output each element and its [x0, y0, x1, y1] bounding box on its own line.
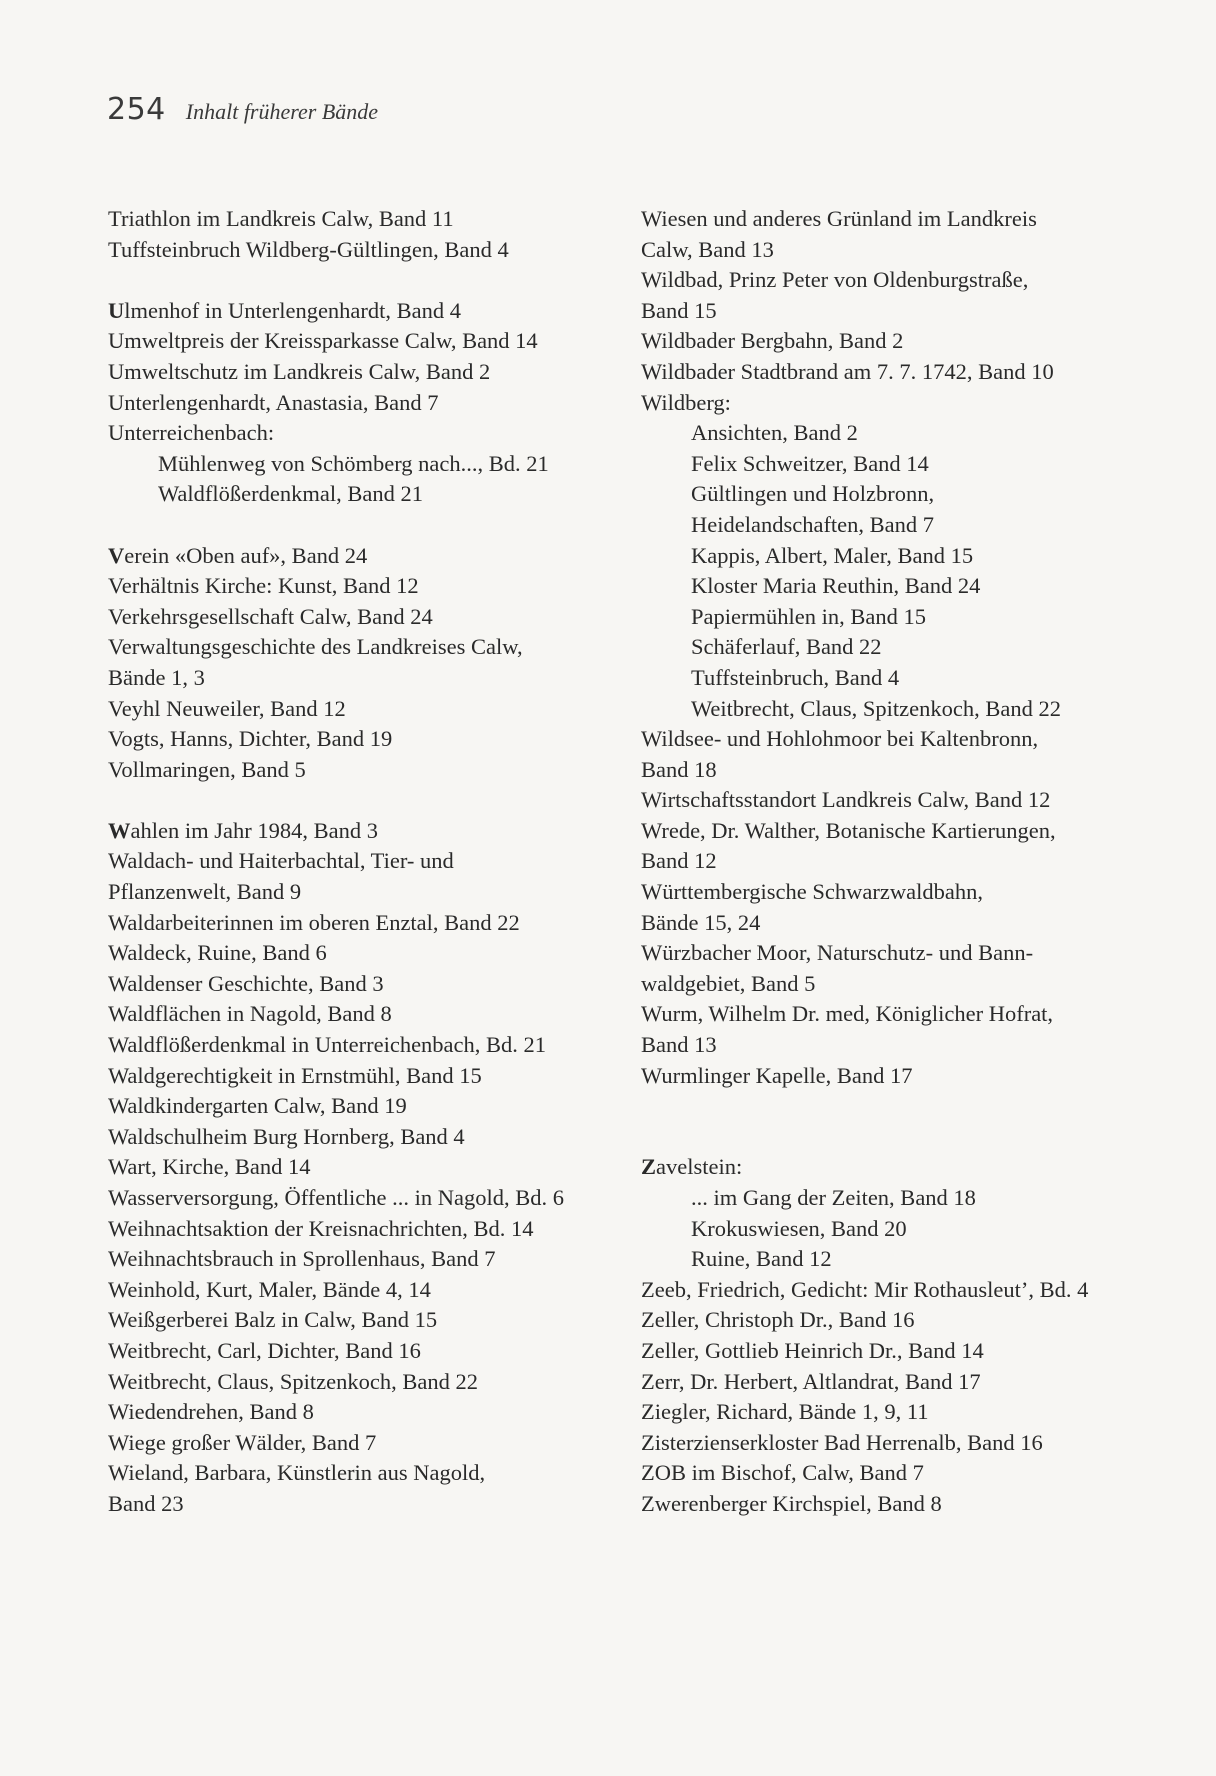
index-entry-text: Waldschulheim Burg Hornberg, Band 4	[108, 1123, 465, 1149]
index-entry-text: Weitbrecht, Carl, Dichter, Band 16	[108, 1337, 421, 1363]
index-entry	[641, 1397, 1161, 1428]
index-entry	[641, 479, 1161, 510]
index-entry-text: Wirtschaftsstandort Landkreis Calw, Band 12	[641, 787, 1051, 813]
blank-line	[108, 510, 628, 541]
index-entry	[108, 204, 628, 235]
blank-line	[108, 785, 628, 816]
index-entry	[641, 724, 1161, 755]
index-entry	[108, 724, 628, 755]
index-entry	[108, 1122, 628, 1153]
index-entry	[641, 938, 1161, 969]
index-entry-text: Calw, Band 13	[641, 236, 774, 262]
index-entry-text: Waldenser Geschichte, Band 3	[108, 970, 384, 996]
index-entry	[641, 1367, 1161, 1398]
index-entry-text: Kappis, Albert, Maler, Band 15	[691, 542, 974, 568]
index-entry	[108, 694, 628, 725]
index-entry-text: Wieland, Barbara, Künstlerin aus Nagold,	[108, 1460, 486, 1486]
blank-line	[641, 1122, 1161, 1153]
index-entry	[641, 296, 1161, 327]
index-entry-text: Würzbacher Moor, Naturschutz- und Bann-	[641, 940, 1034, 966]
section-initial: U	[108, 297, 125, 323]
index-entry-text: Pflanzenwelt, Band 9	[108, 879, 302, 905]
index-entry-text: ahlen im Jahr 1984, Band 3	[130, 817, 378, 843]
index-entry-text: Zeller, Christoph Dr., Band 16	[641, 1307, 915, 1333]
index-entry-text: Band 13	[641, 1032, 717, 1058]
index-entry	[641, 846, 1161, 877]
index-entry-text: Waldflößerdenkmal, Band 21	[158, 481, 423, 507]
index-entry-text: avelstein:	[656, 1154, 743, 1180]
index-entry-text: Umweltpreis der Kreissparkasse Calw, Band 14	[108, 328, 538, 354]
index-entry-text: Triathlon im Landkreis Calw, Band 11	[108, 206, 454, 231]
index-entry-text: Wasserversorgung, Öffentliche ... in Nagold, Bd. 6	[108, 1185, 565, 1210]
index-entry	[641, 1428, 1161, 1459]
index-entry-text: Band 12	[641, 848, 717, 874]
index-entry	[108, 663, 628, 694]
index-entry	[108, 357, 628, 388]
page-number: 254	[107, 92, 166, 127]
index-entry	[641, 1152, 1161, 1183]
index-entry	[108, 1244, 628, 1275]
index-entry	[641, 418, 1161, 449]
index-entry	[641, 1275, 1161, 1306]
index-entry-text: Wrede, Dr. Walther, Botanische Kartierungen,	[641, 817, 1056, 843]
index-entry	[108, 1305, 628, 1336]
index-entry-text: Wurmlinger Kapelle, Band 17	[641, 1062, 913, 1088]
index-entry-text: Weißgerberei Balz in Calw, Band 15	[108, 1307, 438, 1333]
index-entry	[641, 1305, 1161, 1336]
index-entry-text: Zerr, Dr. Herbert, Altlandrat, Band 17	[641, 1368, 981, 1394]
index-entry-text: Zeeb, Friedrich, Gedicht: Mir Rothausleut’, Bd. 4	[641, 1276, 1089, 1302]
index-entry	[641, 1183, 1161, 1214]
index-entry	[641, 204, 1161, 235]
index-entry	[108, 1397, 628, 1428]
index-entry-text: Weinhold, Kurt, Maler, Bände 4, 14	[108, 1276, 431, 1302]
section-initial: Z	[641, 1154, 657, 1180]
index-entry-text: Ruine, Band 12	[691, 1246, 832, 1272]
index-entry-text: Tuffsteinbruch, Band 4	[691, 664, 900, 690]
index-entry	[641, 541, 1161, 572]
index-entry	[108, 571, 628, 602]
index-entry	[641, 755, 1161, 786]
index-entry	[108, 1214, 628, 1245]
index-entry	[641, 694, 1161, 725]
index-entry-text: Wildsee- und Hohlohmoor bei Kaltenbronn,	[641, 726, 1039, 752]
index-entry	[641, 999, 1161, 1030]
index-entry-text: Vogts, Hanns, Dichter, Band 19	[108, 726, 393, 752]
index-entry	[108, 388, 628, 419]
index-entry	[108, 602, 628, 633]
index-entry-text: Verkehrsgesellschaft Calw, Band 24	[108, 603, 433, 629]
index-entry	[641, 265, 1161, 296]
index-entry	[108, 1183, 628, 1214]
index-entry-text: Wiedendrehen, Band 8	[108, 1399, 314, 1425]
index-entry	[108, 296, 628, 327]
index-entry-text: Weitbrecht, Claus, Spitzenkoch, Band 22	[108, 1368, 478, 1394]
index-entry-text: Waldeck, Ruine, Band 6	[108, 940, 327, 966]
index-entry-text: Zwerenberger Kirchspiel, Band 8	[641, 1490, 942, 1516]
index-entry	[108, 1152, 628, 1183]
index-entry	[108, 1367, 628, 1398]
index-entry	[108, 449, 628, 480]
page-header	[107, 92, 378, 127]
index-entry-text: Wiege großer Wälder, Band 7	[108, 1429, 377, 1455]
index-entry	[108, 1489, 628, 1520]
index-entry	[641, 1336, 1161, 1367]
index-entry-text: Wildbad, Prinz Peter von Oldenburgstraße,	[641, 267, 1029, 293]
index-entry-text: Waldarbeiterinnen im oberen Enztal, Band 22	[108, 909, 520, 935]
index-entry	[641, 449, 1161, 480]
index-entry	[108, 877, 628, 908]
index-entry	[641, 1061, 1161, 1092]
index-entry	[108, 969, 628, 1000]
index-entry	[108, 846, 628, 877]
index-entry	[641, 357, 1161, 388]
index-entry-text: Ansichten, Band 2	[691, 420, 858, 446]
index-entry-text: Ziegler, Richard, Bände 1, 9, 11	[641, 1399, 929, 1425]
index-entry	[641, 785, 1161, 816]
index-entry-text: Schäferlauf, Band 22	[691, 634, 882, 660]
index-entry-text: Verwaltungsgeschichte des Landkreises Calw,	[108, 634, 523, 660]
index-entry	[641, 632, 1161, 663]
index-entry	[641, 663, 1161, 694]
index-entry-text: Heidelandschaften, Band 7	[691, 511, 935, 537]
index-entry	[108, 908, 628, 939]
index-entry	[108, 418, 628, 449]
index-entry	[108, 1336, 628, 1367]
index-entry	[108, 999, 628, 1030]
index-entry-text: Mühlenweg von Schömberg nach..., Bd. 21	[158, 450, 549, 476]
section-initial: V	[108, 542, 125, 568]
index-entry	[108, 938, 628, 969]
index-entry-text: Weitbrecht, Claus, Spitzenkoch, Band 22	[691, 695, 1061, 721]
index-entry	[641, 877, 1161, 908]
index-entry	[641, 1244, 1161, 1275]
index-entry-text: Verhältnis Kirche: Kunst, Band 12	[108, 573, 419, 599]
blank-line	[641, 1091, 1161, 1122]
index-entry-text: Waldflößerdenkmal in Unterreichenbach, Bd. 21	[108, 1032, 547, 1058]
index-column-right	[641, 204, 1161, 1520]
index-entry	[641, 908, 1161, 939]
index-entry-text: Zeller, Gottlieb Heinrich Dr., Band 14	[641, 1337, 984, 1363]
index-entry	[108, 1091, 628, 1122]
index-entry-text: Band 15	[641, 297, 717, 323]
index-entry	[108, 816, 628, 847]
index-entry	[641, 388, 1161, 419]
index-entry-text: Vollmaringen, Band 5	[108, 756, 306, 782]
index-entry-text: ZOB im Bischof, Calw, Band 7	[641, 1460, 924, 1486]
index-entry-text: lmenhof in Unterlengenhardt, Band 4	[124, 297, 462, 323]
index-entry-text: waldgebiet, Band 5	[641, 970, 816, 996]
index-entry-text: Bände 1, 3	[108, 664, 205, 690]
index-entry-text: Waldgerechtigkeit in Ernstmühl, Band 15	[108, 1062, 482, 1088]
index-entry	[108, 1428, 628, 1459]
index-entry	[108, 755, 628, 786]
index-entry-text: ... im Gang der Zeiten, Band 18	[691, 1185, 976, 1210]
index-entry-text: Wildberg:	[641, 389, 731, 415]
index-entry-text: Kloster Maria Reuthin, Band 24	[691, 573, 981, 599]
index-entry-text: Zisterzienserkloster Bad Herrenalb, Band 16	[641, 1429, 1043, 1455]
index-entry	[108, 479, 628, 510]
index-entry-text: Wart, Kirche, Band 14	[108, 1154, 311, 1180]
index-entry	[108, 1275, 628, 1306]
index-entry-text: Unterreichenbach:	[108, 420, 275, 446]
index-entry-text: Umweltschutz im Landkreis Calw, Band 2	[108, 358, 491, 384]
index-entry-text: Waldflächen in Nagold, Band 8	[108, 1001, 392, 1027]
index-entry	[641, 602, 1161, 633]
index-entry	[108, 541, 628, 572]
index-entry-text: Württembergische Schwarzwaldbahn,	[641, 879, 983, 905]
index-entry	[108, 1030, 628, 1061]
index-entry	[108, 235, 628, 266]
index-entry-text: Weihnachtsbrauch in Sprollenhaus, Band 7	[108, 1246, 496, 1272]
index-entry	[108, 1061, 628, 1092]
index-entry-text: Wildbader Stadtbrand am 7. 7. 1742, Band 10	[641, 358, 1054, 384]
index-entry-text: Krokuswiesen, Band 20	[691, 1215, 907, 1241]
index-entry	[108, 1458, 628, 1489]
index-entry-text: Unterlengenhardt, Anastasia, Band 7	[108, 389, 439, 415]
index-entry	[108, 326, 628, 357]
index-entry-text: Band 18	[641, 756, 717, 782]
index-entry	[641, 326, 1161, 357]
index-entry	[108, 632, 628, 663]
index-entry	[641, 1214, 1161, 1245]
index-entry-text: Papiermühlen in, Band 15	[691, 603, 926, 629]
index-entry	[641, 1489, 1161, 1520]
index-entry	[641, 1030, 1161, 1061]
index-entry	[641, 510, 1161, 541]
index-entry	[641, 969, 1161, 1000]
index-entry	[641, 571, 1161, 602]
index-entry-text: Weihnachtsaktion der Kreisnachrichten, Bd. 14	[108, 1215, 534, 1241]
index-entry-text: Bände 15, 24	[641, 909, 761, 935]
index-entry-text: Waldach- und Haiterbachtal, Tier- und	[108, 848, 454, 874]
index-entry-text: Veyhl Neuweiler, Band 12	[108, 695, 346, 721]
index-entry-text: Wurm, Wilhelm Dr. med, Königlicher Hofrat,	[641, 1001, 1054, 1027]
index-entry-text: Band 23	[108, 1490, 184, 1516]
index-entry	[641, 235, 1161, 266]
index-entry-text: Felix Schweitzer, Band 14	[691, 450, 929, 476]
running-title: Inhalt früherer Bände	[185, 99, 379, 124]
index-entry-text: Tuffsteinbruch Wildberg-Gültlingen, Band 4	[108, 236, 509, 262]
index-entry-text: erein «Oben auf», Band 24	[124, 542, 368, 568]
index-column-left	[108, 204, 628, 1520]
index-entry-text: Wildbader Bergbahn, Band 2	[641, 328, 904, 354]
index-entry-text: Gültlingen und Holzbronn,	[691, 481, 935, 507]
index-entry-text: Wiesen und anderes Grünland im Landkreis	[641, 206, 1037, 231]
section-initial: W	[108, 817, 131, 843]
index-entry-text: Waldkindergarten Calw, Band 19	[108, 1093, 407, 1119]
blank-line	[108, 265, 628, 296]
index-entry	[641, 816, 1161, 847]
index-entry	[641, 1458, 1161, 1489]
